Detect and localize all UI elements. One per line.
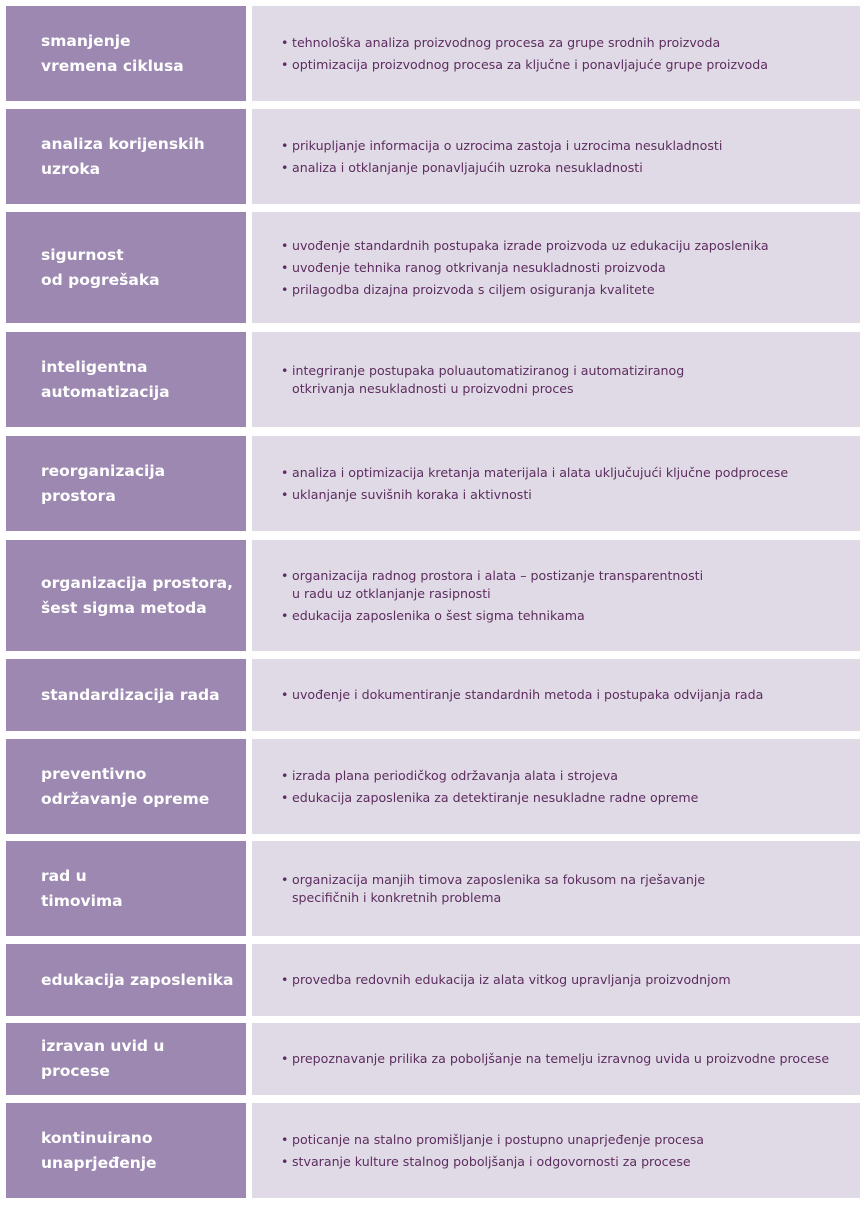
bullet-icon: • — [281, 34, 289, 50]
bullet-text: prepoznavanje prilika za poboljšanje na temelju izravnog uvida u proizvodne procese — [292, 1051, 830, 1066]
bullet-text: uklanjanje suvišnih koraka i aktivnosti — [292, 486, 532, 502]
row-description-cell — [252, 1103, 860, 1198]
row-description-cell — [252, 739, 860, 834]
row-description-cell — [252, 841, 860, 936]
row-label-cell — [6, 944, 246, 1016]
row-description-cell — [252, 109, 860, 204]
bullet-item — [281, 1131, 848, 1149]
bullet-item — [281, 486, 848, 504]
bullet-icon: • — [281, 486, 289, 502]
bullet-text: edukacija zaposlenika za detektiranje nesukladne radne opreme — [292, 789, 699, 805]
bullet-item — [281, 159, 848, 177]
row-description-cell — [252, 944, 860, 1016]
bullet-icon: • — [281, 607, 289, 623]
bullet-text: analiza i otklanjanje ponavljajućih uzroka nesukladnosti — [292, 159, 643, 175]
bullet-text: uvođenje tehnika ranog otkrivanja nesukladnosti proizvoda — [292, 259, 666, 275]
bullet-item — [281, 34, 848, 52]
bullet-text: tehnološka analiza proizvodnog procesa za grupe srodnih proizvoda — [292, 34, 721, 50]
bullet-item — [281, 281, 848, 299]
row-description-cell — [252, 6, 860, 101]
bullet-item — [281, 789, 848, 807]
bullet-icon: • — [281, 687, 289, 702]
bullet-icon: • — [281, 237, 289, 253]
bullet-icon: • — [281, 767, 289, 783]
bullet-icon: • — [281, 137, 289, 153]
row-label: rad u timovima — [41, 866, 123, 910]
bullet-text: uvođenje standardnih postupaka izrade proizvoda uz edukaciju zaposlenika — [292, 237, 769, 253]
bullet-icon: • — [281, 159, 289, 175]
bullet-item — [281, 686, 848, 704]
bullet-item — [281, 56, 848, 74]
row-label: standardizacija rada — [41, 685, 220, 704]
row-description-cell — [252, 332, 860, 427]
bullet-icon: • — [281, 871, 289, 887]
row-label: smanjenje vremena ciklusa — [41, 31, 184, 75]
bullet-text: integriranje postupaka poluautomatiziranog i automatiziranog otkrivanja nesukladnosti u proizvodni proces — [292, 362, 685, 396]
row-label: edukacija zaposlenika — [41, 970, 234, 989]
bullet-icon: • — [281, 789, 289, 805]
bullet-item — [281, 567, 848, 603]
bullet-item — [281, 971, 848, 989]
row-description-cell — [252, 436, 860, 531]
bullet-text: analiza i optimizacija kretanja materijala i alata uključujući ključne podprocese — [292, 464, 789, 480]
bullet-icon: • — [281, 1153, 289, 1169]
bullet-icon: • — [281, 259, 289, 275]
row-label-cell — [6, 6, 246, 101]
bullet-item — [281, 362, 848, 398]
row-label-cell — [6, 1103, 246, 1198]
table-row — [6, 944, 860, 1016]
table-row — [6, 659, 860, 731]
row-description-cell — [252, 1023, 860, 1095]
bullet-text: organizacija radnog prostora i alata – postizanje transparentnosti u radu uz otklanjanje rasipnosti — [292, 567, 704, 601]
row-label-cell — [6, 109, 246, 204]
table-row — [6, 109, 860, 204]
bullet-icon: • — [281, 1051, 289, 1066]
row-label-cell — [6, 212, 246, 323]
row-label-cell — [6, 540, 246, 651]
row-label-cell — [6, 436, 246, 531]
row-label: preventivno održavanje opreme — [41, 764, 210, 808]
row-label: inteligentna automatizacija — [41, 357, 170, 401]
row-description-cell — [252, 659, 860, 731]
bullet-text: prikupljanje informacija o uzrocima zastoja i uzrocima nesukladnosti — [292, 137, 723, 153]
bullet-item — [281, 767, 848, 785]
row-label: organizacija prostora, šest sigma metoda — [41, 573, 234, 617]
bullet-item — [281, 1050, 848, 1068]
table-row — [6, 436, 860, 531]
bullet-text: prilagodba dizajna proizvoda s ciljem osiguranja kvalitete — [292, 281, 655, 297]
bullet-icon: • — [281, 362, 289, 378]
bullet-item — [281, 1153, 848, 1171]
bullet-text: provedba redovnih edukacija iz alata vitkog upravljanja proizvodnjom — [292, 972, 731, 987]
row-label-cell — [6, 332, 246, 427]
row-label: reorganizacija prostora — [41, 461, 166, 505]
table-row — [6, 540, 860, 651]
bullet-item — [281, 137, 848, 155]
row-description-cell — [252, 212, 860, 323]
table-row — [6, 332, 860, 427]
table-row — [6, 1023, 860, 1095]
row-label: analiza korijenskih uzroka — [41, 134, 205, 178]
bullet-icon: • — [281, 1131, 289, 1147]
bullet-item — [281, 237, 848, 255]
bullet-icon: • — [281, 56, 289, 72]
table-row — [6, 739, 860, 834]
bullet-text: organizacija manjih timova zaposlenika sa fokusom na rješavanje specifičnih i konkretnih problema — [292, 871, 706, 905]
bullet-text: stvaranje kulture stalnog poboljšanja i odgovornosti za procese — [292, 1153, 691, 1169]
bullet-item — [281, 607, 848, 625]
row-label-cell — [6, 1023, 246, 1095]
row-description-cell — [252, 540, 860, 651]
row-label-cell — [6, 841, 246, 936]
bullet-icon: • — [281, 567, 289, 583]
bullet-icon: • — [281, 464, 289, 480]
table-row — [6, 6, 860, 101]
bullet-item — [281, 259, 848, 277]
bullet-text: uvođenje i dokumentiranje standardnih metoda i postupaka odvijanja rada — [292, 687, 764, 702]
table-row — [6, 1103, 860, 1198]
row-label: sigurnost od pogrešaka — [41, 245, 160, 289]
bullet-text: poticanje na stalno promišljanje i postupno unaprjeđenje procesa — [292, 1131, 704, 1147]
table-row — [6, 212, 860, 323]
table-row — [6, 841, 860, 936]
row-label-cell — [6, 739, 246, 834]
bullet-item — [281, 871, 848, 907]
bullet-text: optimizacija proizvodnog procesa za ključne i ponavljajuće grupe proizvoda — [292, 56, 768, 72]
row-label-cell — [6, 659, 246, 731]
row-label: izravan uvid u procese — [41, 1037, 165, 1080]
bullet-text: izrada plana periodičkog održavanja alata i strojeva — [292, 767, 618, 783]
bullet-icon: • — [281, 281, 289, 297]
bullet-text: edukacija zaposlenika o šest sigma tehnikama — [292, 607, 585, 623]
row-label: kontinuirano unaprjeđenje — [41, 1128, 157, 1172]
bullet-icon: • — [281, 972, 289, 987]
bullet-item — [281, 464, 848, 482]
